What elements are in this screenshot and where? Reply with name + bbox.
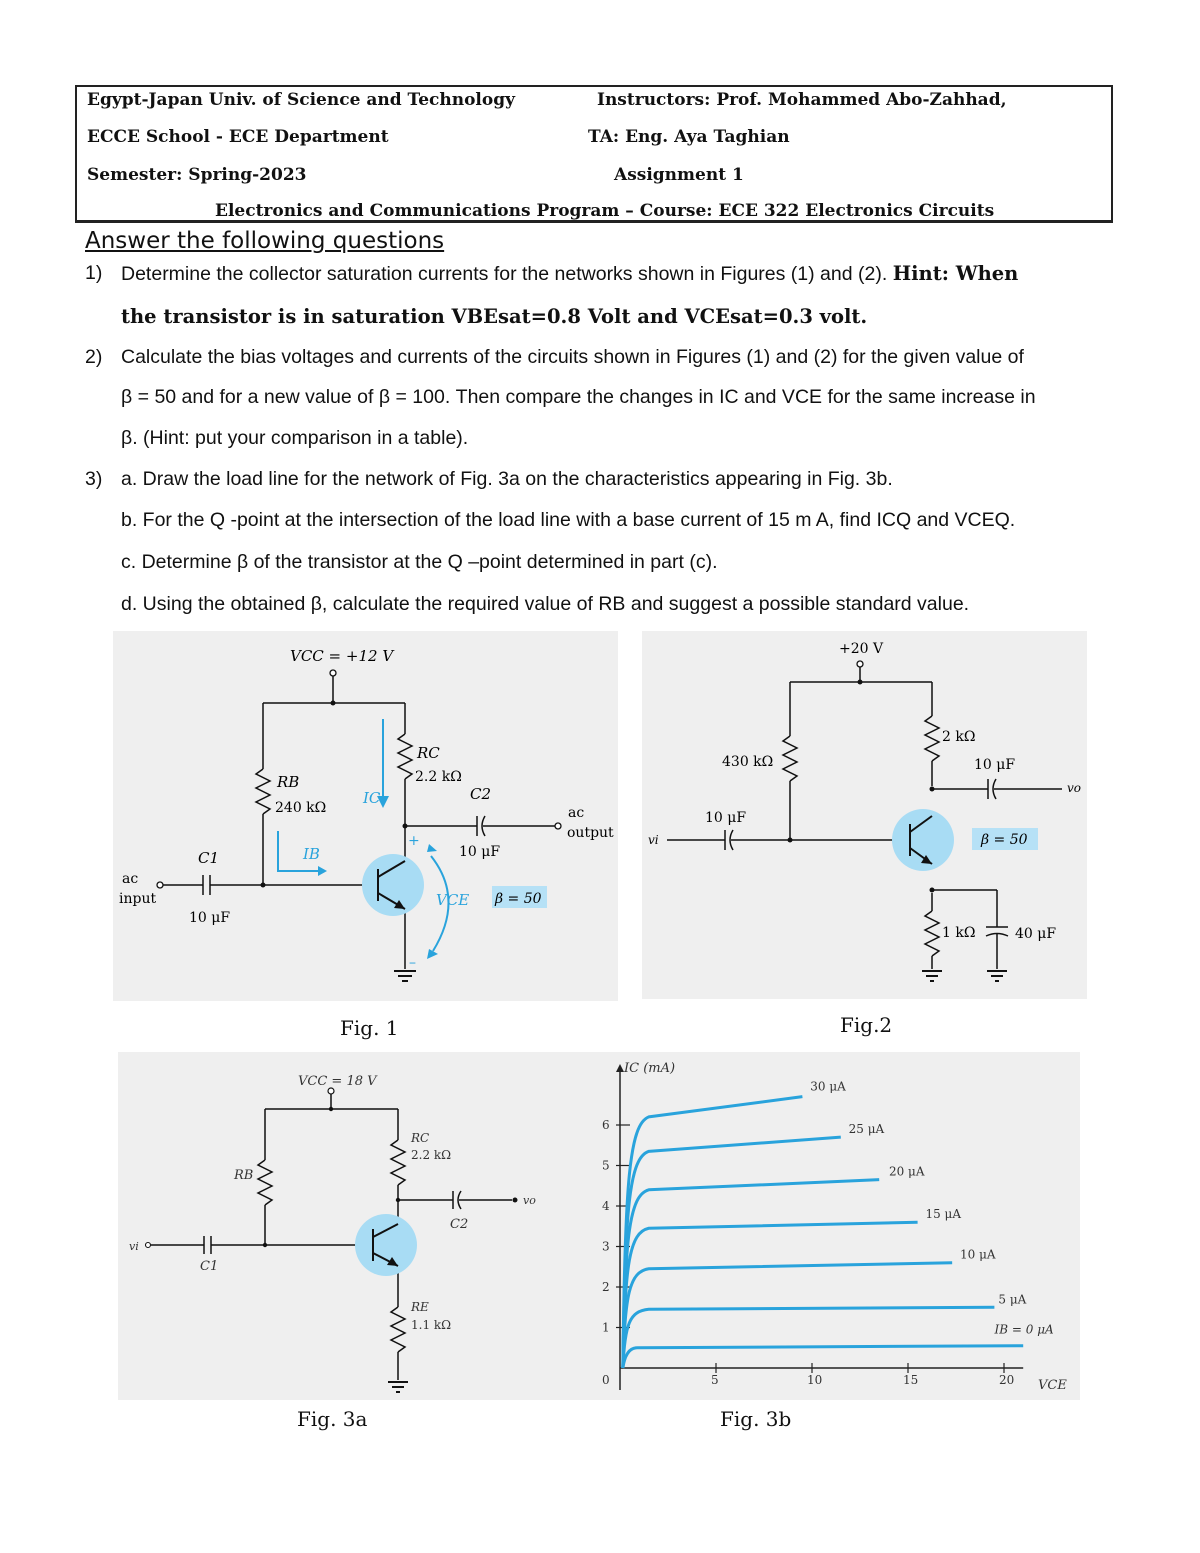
chart-series-label: 15 μA (925, 1207, 962, 1222)
fig1-c1-value: 10 μF (189, 910, 231, 926)
instructors: Instructors: Prof. Mohammed Abo-Zahhad, (597, 90, 1007, 110)
fig3a-vi: vi (129, 1240, 139, 1253)
q1-main: Determine the collector saturation currents for the networks shown in Figures (1) and (2). (121, 263, 888, 285)
fig1-input: input (119, 891, 157, 907)
fig1-beta: β = 50 (495, 891, 542, 907)
fig1-plus: + (408, 833, 420, 849)
q3c: c. Determine β of the transistor at the Q –point determined in part (c). (121, 551, 718, 573)
questions-title: Answer the following questions (85, 228, 445, 254)
fig1-c2-value: 10 μF (459, 844, 501, 860)
fig3a-c1: C1 (200, 1259, 219, 1274)
chart-x-tick-label: 15 (903, 1373, 919, 1387)
q3-number: 3) (85, 468, 103, 490)
fig1-rb-label: RB (277, 773, 300, 791)
chart-series-label: 20 μA (888, 1164, 925, 1179)
figure-2 (642, 631, 1087, 999)
fig1-rc-label: RC (417, 744, 440, 762)
fig1-ib-label: IB (303, 845, 320, 863)
fig3a-rc-value: 2.2 kΩ (411, 1148, 452, 1162)
chart-y-tick-label: 3 (602, 1239, 610, 1254)
program-course: Electronics and Communications Program – Course: ECE 322 Electronics Circuits (215, 201, 995, 221)
q1-hint: Hint: When (892, 262, 1019, 285)
teaching-assistant: TA: Eng. Aya Taghian (588, 127, 790, 147)
chart-y-tick-label: 1 (602, 1320, 610, 1335)
chart-y-tick-label: 2 (602, 1280, 610, 1294)
chart-y-tick-label: 4 (602, 1199, 610, 1213)
fig2-beta: β = 50 (981, 832, 1028, 848)
transistor-q3 (355, 1214, 417, 1276)
fig2-rc: 2 kΩ (942, 729, 976, 745)
fig2-cout: 10 μF (974, 757, 1016, 773)
chart-series-label: 10 μA (960, 1247, 996, 1262)
fig1-output: output (567, 825, 614, 841)
fig3a-caption: Fig. 3a (297, 1407, 368, 1431)
fig3a-vo: vo (523, 1194, 536, 1207)
fig2-re: 1 kΩ (942, 925, 976, 941)
chart-xlabel: VCE (1038, 1378, 1067, 1393)
chart-x-tick-label: 5 (711, 1373, 719, 1387)
fig1-c2-label: C2 (470, 785, 492, 803)
chart-series-label: 25 μA (848, 1122, 885, 1137)
university-name: Egypt-Japan Univ. of Science and Technology (87, 90, 515, 110)
chart-series-label: 30 μA (810, 1079, 846, 1094)
figure-3b-chart (592, 1052, 1080, 1400)
fig1-c1-label: C1 (198, 849, 220, 867)
chart-ylabel: IC (mA) (624, 1061, 676, 1076)
fig2-rb: 430 kΩ (722, 754, 774, 770)
fig2-vi: vi (648, 833, 659, 847)
figure-3a (118, 1052, 608, 1400)
q2-line2: β = 50 and for a new value of β = 100. Then compare the changes in IC and VCE for the same increase in (121, 386, 1036, 408)
fig1-rb-value: 240 kΩ (275, 800, 327, 816)
fig1-vcc-label: VCC = +12 V (290, 647, 394, 665)
fig1-ac-out: ac (568, 805, 585, 821)
fig1-rc-value: 2.2 kΩ (415, 769, 462, 785)
q1-number: 1) (85, 262, 103, 284)
fig3a-rc: RC (411, 1131, 430, 1145)
chart-x-tick-label: 10 (807, 1373, 823, 1387)
q1-line2: the transistor is in saturation VBEsat=0.8 Volt and VCEsat=0.3 volt. (121, 305, 868, 328)
q3b: b. For the Q -point at the intersection of the load line with a base current of 15 m A, find ICQ and VCEQ. (121, 509, 1016, 531)
q2-line3: β. (Hint: put your comparison in a table). (121, 427, 469, 449)
fig3a-re-value: 1.1 kΩ (411, 1318, 452, 1332)
fig2-cin: 10 μF (705, 810, 747, 826)
fig1-vce-label: VCE (436, 891, 470, 909)
figure-1 (113, 631, 618, 1001)
chart-series-label: IB = 0 μA (994, 1322, 1054, 1337)
fig3a-vcc: VCC = 18 V (298, 1074, 377, 1089)
assignment-number: Assignment 1 (614, 165, 744, 185)
q2-line1: Calculate the bias voltages and currents of the circuits shown in Figures (1) and (2) for the given value of (121, 346, 1024, 368)
fig2-caption: Fig.2 (840, 1013, 893, 1037)
chart-x-tick-label: 20 (999, 1373, 1015, 1387)
fig2-vo: vo (1067, 781, 1082, 795)
chart-y-tick-label: 5 (602, 1158, 610, 1173)
fig1-ic-label: IC (363, 789, 381, 807)
chart-y-tick-label: 0 (602, 1373, 610, 1387)
q2-number: 2) (85, 346, 103, 368)
fig3b-caption: Fig. 3b (720, 1407, 792, 1431)
fig1-minus: – (409, 955, 416, 971)
transistor-q1 (362, 854, 424, 916)
q3a: a. Draw the load line for the network of Fig. 3a on the characteristics appearing in Fig. 3b. (121, 468, 893, 490)
school: ECCE School - ECE Department (87, 127, 389, 147)
fig3a-re: RE (411, 1300, 429, 1314)
semester: Semester: Spring-2023 (87, 165, 307, 185)
chart-y-tick-label: 6 (602, 1118, 610, 1132)
fig2-ce: 40 μF (1015, 926, 1057, 942)
q1-text (121, 262, 1018, 286)
fig3a-c2: C2 (450, 1217, 469, 1232)
fig1-caption: Fig. 1 (340, 1016, 399, 1040)
fig3a-rb: RB (234, 1168, 254, 1183)
fig2-vcc: +20 V (839, 641, 884, 657)
q3d: d. Using the obtained β, calculate the required value of RB and suggest a possible standard value. (121, 593, 970, 615)
fig1-ac-in: ac (122, 871, 139, 887)
chart-series-label: 5 μA (998, 1292, 1027, 1307)
